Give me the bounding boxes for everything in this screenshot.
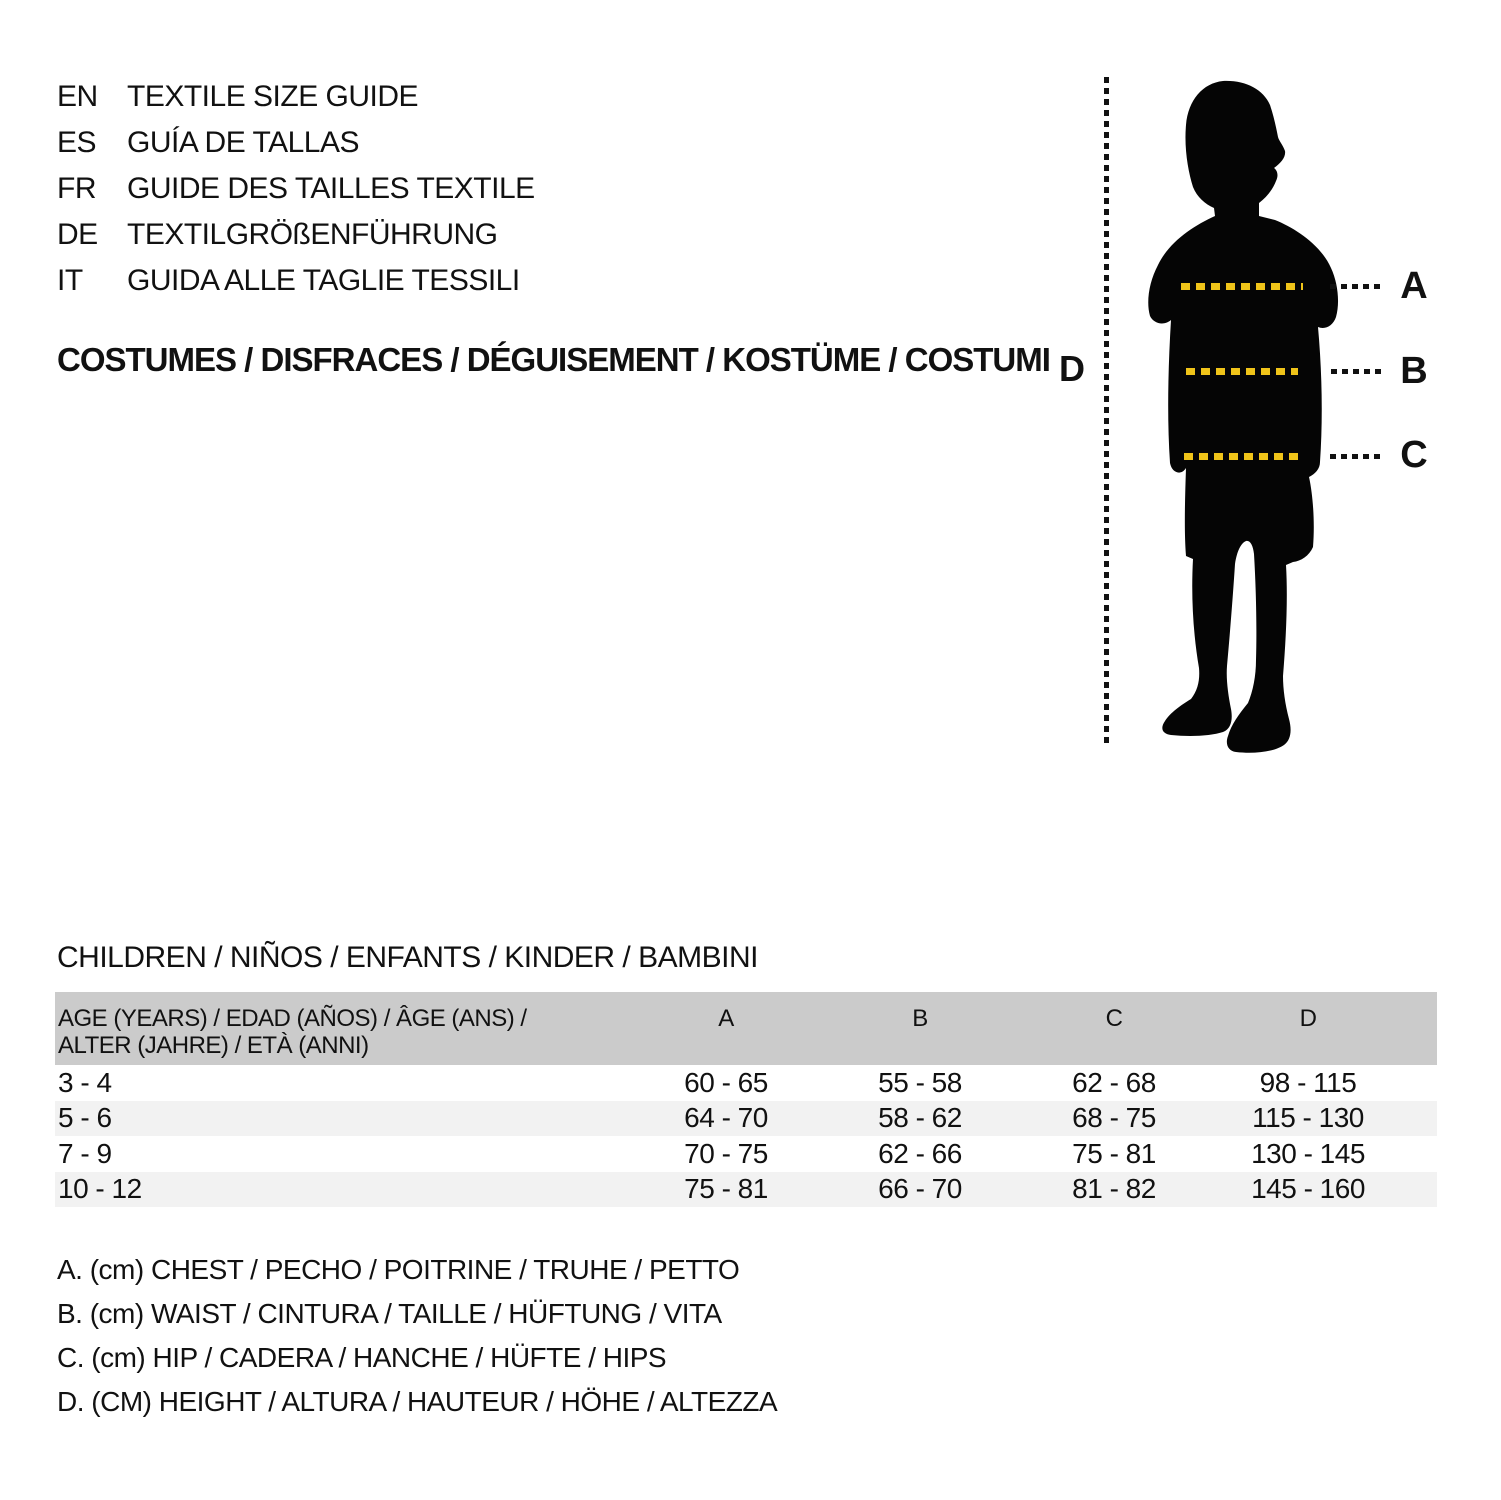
note-height: D. (CM) HEIGHT / ALTURA / HAUTEUR / HÖHE / ALTEZZA (57, 1386, 778, 1417)
note-chest: A. (cm) CHEST / PECHO / POITRINE / TRUHE / PETTO (57, 1254, 740, 1285)
language-label: GUIDA ALLE TAGLIE TESSILI (127, 264, 520, 297)
hip-dash-line (1184, 453, 1304, 460)
measurement-notes (57, 1248, 777, 1424)
value-cell: 115 - 130 (1252, 1102, 1364, 1134)
value-cell: 75 - 81 (684, 1173, 768, 1205)
value-cell: 75 - 81 (1072, 1137, 1156, 1169)
value-cell: 60 - 65 (684, 1066, 768, 1098)
chest-dash-line (1181, 283, 1303, 290)
value-cell: 64 - 70 (684, 1102, 768, 1134)
value-cell: 81 - 82 (1072, 1173, 1156, 1205)
measurement-figure (1040, 60, 1500, 760)
chest-leader-line (1330, 284, 1383, 289)
note-waist: B. (cm) WAIST / CINTURA / TAILLE / HÜFTUNG / VITA (57, 1298, 722, 1329)
height-label: D (1059, 348, 1085, 389)
value-cell: 130 - 145 (1251, 1137, 1365, 1169)
value-cell: 68 - 75 (1072, 1102, 1156, 1134)
value-cell: 55 - 58 (878, 1066, 962, 1098)
age-cell: 7 - 9 (58, 1137, 112, 1169)
language-label: GUÍA DE TALLAS (127, 126, 359, 159)
language-code: EN (57, 80, 98, 113)
hip-leader-line (1330, 454, 1383, 459)
age-column-header (55, 992, 629, 1059)
waist-label: B (1400, 350, 1428, 392)
waist-leader-line (1331, 369, 1383, 374)
language-code: IT (57, 264, 83, 297)
value-cell: 66 - 70 (878, 1173, 962, 1205)
age-cell: 10 - 12 (58, 1173, 142, 1205)
table-row (55, 1172, 1437, 1208)
language-row-es (57, 120, 535, 166)
column-header-d: D (1299, 1005, 1317, 1032)
value-cell: 58 - 62 (878, 1102, 962, 1134)
column-header-b: B (912, 1005, 928, 1032)
table-row (55, 1101, 1437, 1137)
language-row-fr (57, 166, 535, 212)
language-label: GUIDE DES TAILLES TEXTILE (127, 172, 535, 205)
language-code: ES (57, 126, 97, 159)
height-dotted-line (1104, 77, 1109, 745)
children-section-heading: CHILDREN / NIÑOS / ENFANTS / KINDER / BAMBINI (57, 941, 758, 974)
table-row (55, 1136, 1437, 1172)
language-code: DE (57, 218, 98, 251)
value-cell: 70 - 75 (684, 1137, 768, 1169)
child-silhouette-image (1135, 75, 1355, 755)
waist-dash-line (1186, 368, 1298, 375)
age-cell: 5 - 6 (58, 1102, 112, 1134)
value-cell: 62 - 68 (1072, 1066, 1156, 1098)
column-header-c: C (1105, 1005, 1123, 1032)
size-table (55, 992, 1437, 1207)
chest-label: A (1400, 265, 1428, 307)
language-row-en (57, 74, 535, 120)
column-header-a: A (718, 1005, 734, 1032)
age-header-line2: ALTER (JAHRE) / ETÀ (ANNI) (58, 1032, 369, 1059)
value-cell: 98 - 115 (1259, 1066, 1357, 1098)
language-list (57, 74, 535, 304)
table-row (55, 1065, 1437, 1101)
category-heading: COSTUMES / DISFRACES / DÉGUISEMENT / KOSTÜME / COSTUMI (57, 341, 1050, 378)
age-header-line1: AGE (YEARS) / EDAD (AÑOS) / ÂGE (ANS) / (58, 1005, 527, 1032)
age-cell: 3 - 4 (58, 1066, 112, 1098)
language-row-de (57, 212, 535, 258)
language-code: FR (57, 172, 96, 205)
table-header-row (55, 992, 1437, 1065)
language-label: TEXTILGRÖßENFÜHRUNG (127, 218, 498, 251)
note-hip: C. (cm) HIP / CADERA / HANCHE / HÜFTE / HIPS (57, 1342, 667, 1373)
language-label: TEXTILE SIZE GUIDE (127, 80, 419, 113)
value-cell: 145 - 160 (1251, 1173, 1365, 1205)
language-row-it (57, 258, 535, 304)
hip-label: C (1400, 434, 1428, 476)
value-cell: 62 - 66 (878, 1137, 962, 1169)
